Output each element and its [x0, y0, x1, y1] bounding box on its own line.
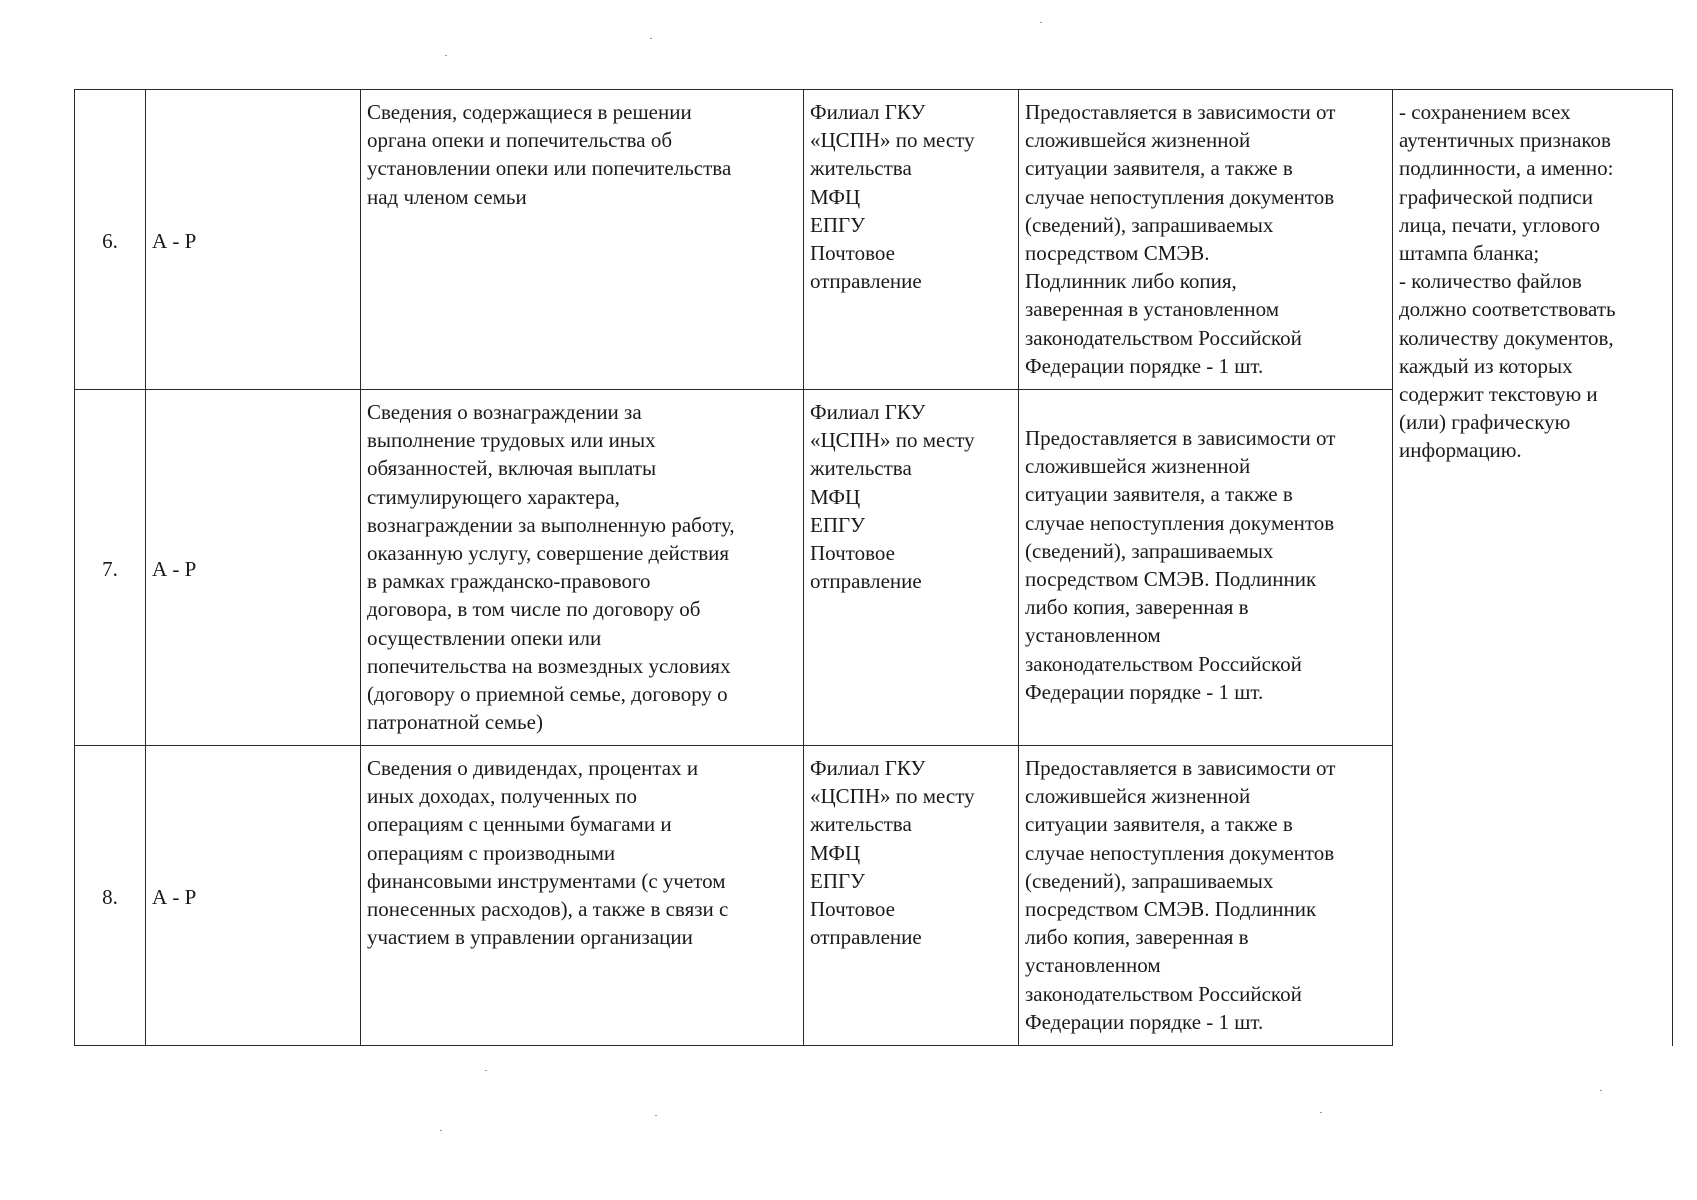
row-number: 6.	[75, 90, 146, 390]
documents-table	[74, 89, 1673, 1046]
submission-place: Филиал ГКУ «ЦСПН» по месту жительства МФЦ ЕПГУ Почтовое отправление	[804, 90, 1019, 390]
document-description: Сведения, содержащиеся в решении органа опеки и попечительства об установлении опеки или попечительства над членом семьи	[361, 90, 804, 390]
row-number: 7.	[75, 390, 146, 746]
document-description: Сведения о дивидендах, процентах и иных доходах, полученных по операциям с ценными бумагами и операциям с производными финансовыми инструментами (с учетом понесенных расходов), а также в связи с участием в управлении организации	[361, 746, 804, 1046]
submission-place: Филиал ГКУ «ЦСПН» по месту жительства МФЦ ЕПГУ Почтовое отправление	[804, 746, 1019, 1046]
submission-conditions: Предоставляется в зависимости от сложившейся жизненной ситуации заявителя, а также в случае непоступления документов (сведений), запрашиваемых посредством СМЭВ. Подлинник либо копия, заверенная в установленном законодательством Российской Федерации порядке - 1 шт.	[1019, 90, 1393, 390]
document-description: Сведения о вознаграждении за выполнение трудовых или иных обязанностей, включая выплаты стимулирующего характера, вознаграждении за выполненную работу, оказанную услугу, совершение действия в рамках гражданско-правового договора, в том числе по договору об осуществлении опеки или попечительства на возмездных условиях (договору о приемной семье, договору о патронатной семье)	[361, 390, 804, 746]
scan-speck	[485, 1070, 487, 1071]
document-requirements: - сохранением всех аутентичных признаков подлинности, а именно: графической подписи лица, печати, углового штампа бланка; - количество файлов должно соответствовать количеству документов, каждый из которых содержит текстовую и (или) графическую информацию.	[1393, 90, 1673, 1046]
scan-speck	[655, 1115, 657, 1116]
row-number: 8.	[75, 746, 146, 1046]
scan-speck	[650, 38, 652, 39]
submission-conditions: Предоставляется в зависимости от сложившейся жизненной ситуации заявителя, а также в случае непоступления документов (сведений), запрашиваемых посредством СМЭВ. Подлинник либо копия, заверенная в установленном законодательством Российской Федерации порядке - 1 шт.	[1019, 390, 1393, 746]
scan-speck	[445, 55, 447, 56]
row-code: А - Р	[146, 90, 361, 390]
scan-speck	[1600, 1090, 1602, 1091]
row-code: А - Р	[146, 746, 361, 1046]
scan-speck	[1320, 1112, 1322, 1113]
scan-speck	[1040, 22, 1042, 23]
scan-speck	[440, 1130, 442, 1131]
row-code: А - Р	[146, 390, 361, 746]
table-row-6	[75, 90, 1673, 390]
submission-place: Филиал ГКУ «ЦСПН» по месту жительства МФЦ ЕПГУ Почтовое отправление	[804, 390, 1019, 746]
submission-conditions: Предоставляется в зависимости от сложившейся жизненной ситуации заявителя, а также в случае непоступления документов (сведений), запрашиваемых посредством СМЭВ. Подлинник либо копия, заверенная в установленном законодательством Российской Федерации порядке - 1 шт.	[1019, 746, 1393, 1046]
